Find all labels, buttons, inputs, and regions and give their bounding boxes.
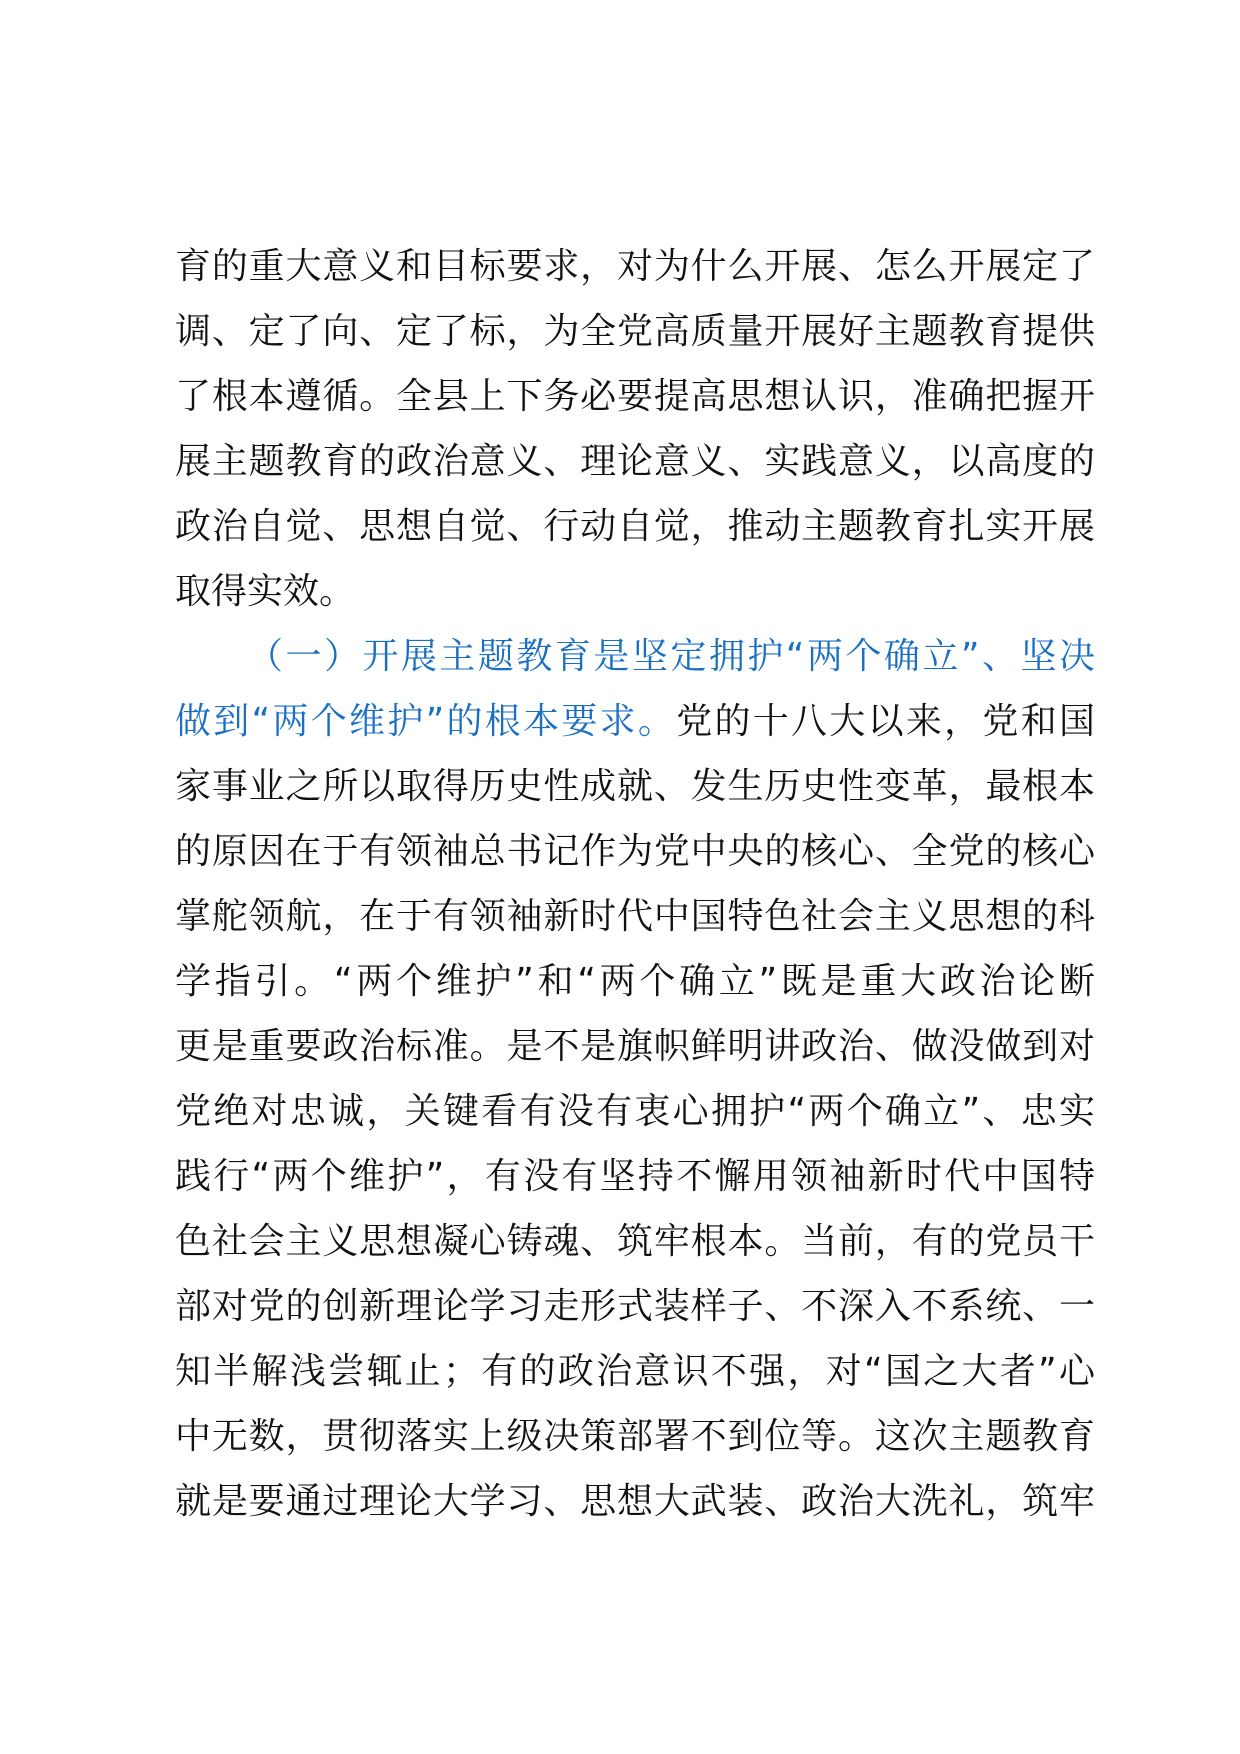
text-line: 调、定了向、定了标，为全党高质量开展好主题教育提供 [175, 311, 1095, 352]
section-heading-continued: 做到“两个维护”的根本要求。 [175, 701, 677, 742]
text-line: 家事业之所以取得历史性成就、发生历史性变革，最根本 [175, 766, 1095, 807]
text-line: 更是重要政治标准。是不是旗帜鲜明讲政治、做没做到对 [175, 1026, 1095, 1067]
text-line: 的原因在于有领袖总书记作为党中央的核心、全党的核心 [175, 831, 1095, 872]
section-heading: （一）开展主题教育是坚定拥护“两个确立”、坚决 [247, 636, 1095, 677]
text-line: 掌舵领航，在于有领袖新时代中国特色社会主义思想的科 [175, 896, 1095, 937]
text-line: 展主题教育的政治意义、理论意义、实践意义，以高度的 [175, 441, 1095, 482]
text-line: 取得实效。 [175, 571, 356, 612]
text-line: 中无数，贯彻落实上级决策部署不到位等。这次主题教育 [175, 1416, 1095, 1457]
text-line: 部对党的创新理论学习走形式装样子、不深入不系统、一 [175, 1286, 1095, 1327]
text-line: 育的重大意义和目标要求，对为什么开展、怎么开展定了 [175, 246, 1095, 287]
text-line: 知半解浅尝辄止；有的政治意识不强，对“国之大者”心 [175, 1351, 1095, 1392]
body-text: 党的十八大以来，党和国 [676, 701, 1095, 742]
text-line [175, 689, 1095, 754]
text-line: 政治自觉、思想自觉、行动自觉，推动主题教育扎实开展 [175, 506, 1095, 547]
section-paragraph [175, 624, 1095, 1534]
text-line: 了根本遵循。全县上下务必要提高思想认识，准确把握开 [175, 376, 1095, 417]
document-body [175, 234, 1095, 1534]
text-line: 色社会主义思想凝心铸魂、筑牢根本。当前，有的党员干 [175, 1221, 1095, 1262]
paragraph-continuation [175, 234, 1095, 624]
text-line: 学指引。“两个维护”和“两个确立”既是重大政治论断 [175, 961, 1095, 1002]
text-line: 党绝对忠诚，关键看有没有衷心拥护“两个确立”、忠实 [175, 1091, 1095, 1132]
text-line: 就是要通过理论大学习、思想大武装、政治大洗礼，筑牢 [175, 1481, 1095, 1522]
text-line: 践行“两个维护”，有没有坚持不懈用领袖新时代中国特 [175, 1156, 1095, 1197]
